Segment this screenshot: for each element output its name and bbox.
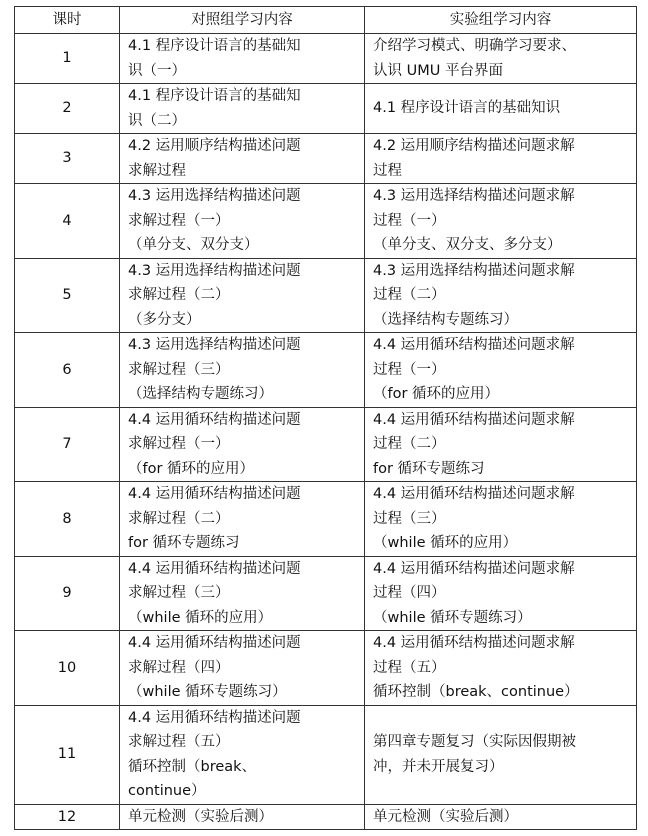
table-body xyxy=(15,34,637,830)
control-content-line: 求解过程（二） xyxy=(128,510,230,527)
experiment-content-line: 4.2 运用顺序结构描述问题求解 xyxy=(373,138,575,154)
control-content-line: 求解过程（五） xyxy=(128,734,230,750)
control-content-line: 识（一） xyxy=(128,62,186,79)
experiment-content-cell xyxy=(365,804,637,830)
table-row xyxy=(15,705,637,804)
experiment-content-line: 过程（三） xyxy=(373,510,446,527)
lesson-number: 5 xyxy=(15,258,120,333)
experiment-content-cell xyxy=(365,333,637,408)
table-row xyxy=(15,482,637,557)
experiment-content-line: 4.3 运用选择结构描述问题求解 xyxy=(373,262,575,279)
control-content-line: （单分支、双分支） xyxy=(128,237,259,253)
control-content-line: 4.2 运用顺序结构描述问题 xyxy=(128,138,301,154)
control-content-line: 求解过程（一） xyxy=(128,436,230,452)
experiment-content-line: 4.3 运用选择结构描述问题求解 xyxy=(373,188,575,204)
control-content-line: 4.4 运用循环结构描述问题 xyxy=(128,411,301,428)
experiment-content-line: 过程（一） xyxy=(373,361,446,378)
experiment-content-cell xyxy=(365,631,637,706)
experiment-content-cell xyxy=(365,556,637,631)
experiment-content-line: 4.4 运用循环结构描述问题求解 xyxy=(373,411,575,428)
curriculum-comparison-table xyxy=(14,6,637,830)
control-content-line: 4.3 运用选择结构描述问题 xyxy=(128,262,301,279)
control-content-cell xyxy=(120,258,365,333)
experiment-content-cell xyxy=(365,258,637,333)
control-content-line: 循环控制（break、 xyxy=(128,758,257,775)
control-content-line: 求解过程 xyxy=(128,162,186,179)
experiment-content-line: 过程 xyxy=(373,162,402,179)
header-lesson: 课时 xyxy=(15,7,120,34)
lesson-number: 11 xyxy=(15,705,120,804)
experiment-content-cell xyxy=(365,705,637,804)
experiment-content-line: 循环控制（break、continue） xyxy=(373,684,579,700)
lesson-number: 8 xyxy=(15,482,120,557)
experiment-content-line: 冲，并未开展复习） xyxy=(373,758,504,775)
control-content-line: 4.1 程序设计语言的基础知 xyxy=(128,38,301,54)
control-content-line: continue） xyxy=(128,783,206,799)
table-row xyxy=(15,804,637,830)
lesson-number: 10 xyxy=(15,631,120,706)
control-content-line: 4.1 程序设计语言的基础知 xyxy=(128,88,301,104)
experiment-content-cell xyxy=(365,184,637,259)
lesson-number: 1 xyxy=(15,34,120,84)
control-content-cell xyxy=(120,556,365,631)
table-row xyxy=(15,84,637,134)
header-row xyxy=(15,7,637,34)
control-content-line: 求解过程（四） xyxy=(128,659,230,676)
control-content-line: 4.4 运用循环结构描述问题 xyxy=(128,560,301,577)
table-row xyxy=(15,34,637,84)
experiment-content-cell xyxy=(365,34,637,84)
lesson-number: 4 xyxy=(15,184,120,259)
control-content-cell xyxy=(120,184,365,259)
control-content-line: for 循环专题练习 xyxy=(128,535,240,551)
control-content-line: （for 循环的应用） xyxy=(128,460,255,477)
experiment-content-line: 单元检测（实验后测） xyxy=(373,808,518,825)
experiment-content-line: for 循环专题练习 xyxy=(373,460,485,477)
experiment-content-line: 4.4 运用循环结构描述问题求解 xyxy=(373,560,575,577)
experiment-content-line: 第四章专题复习（实际因假期被 xyxy=(373,734,576,750)
experiment-content-line: 4.4 运用循环结构描述问题求解 xyxy=(373,337,575,353)
experiment-content-line: （for 循环的应用） xyxy=(373,386,500,402)
table-row xyxy=(15,333,637,408)
control-content-line: 4.4 运用循环结构描述问题 xyxy=(128,709,301,726)
control-content-line: 4.4 运用循环结构描述问题 xyxy=(128,635,301,651)
table-row xyxy=(15,184,637,259)
control-content-line: 求解过程（一） xyxy=(128,212,230,229)
experiment-content-line: 4.4 运用循环结构描述问题求解 xyxy=(373,635,575,651)
lesson-number: 6 xyxy=(15,333,120,408)
control-content-cell xyxy=(120,482,365,557)
experiment-content-line: 过程（二） xyxy=(373,287,446,303)
control-content-cell xyxy=(120,407,365,482)
control-content-cell xyxy=(120,84,365,134)
lesson-number: 2 xyxy=(15,84,120,134)
experiment-content-line: （while 循环的应用） xyxy=(373,535,518,551)
experiment-content-cell xyxy=(365,134,637,184)
table-row xyxy=(15,556,637,631)
experiment-content-line: （单分支、双分支、多分支） xyxy=(373,237,562,253)
experiment-content-cell xyxy=(365,407,637,482)
table-row xyxy=(15,407,637,482)
control-content-line: （多分支） xyxy=(128,311,201,328)
control-content-line: 求解过程（三） xyxy=(128,585,230,601)
control-content-line: 求解过程（二） xyxy=(128,287,230,303)
experiment-content-line: 4.4 运用循环结构描述问题求解 xyxy=(373,486,575,502)
header-control-group: 对照组学习内容 xyxy=(120,7,365,34)
control-content-line: 4.4 运用循环结构描述问题 xyxy=(128,486,301,502)
control-content-cell xyxy=(120,134,365,184)
experiment-content-line: （while 循环专题练习） xyxy=(373,609,532,626)
experiment-content-line: 过程（一） xyxy=(373,212,446,229)
experiment-content-line: 过程（四） xyxy=(373,585,446,601)
control-content-cell xyxy=(120,333,365,408)
control-content-line: 4.3 运用选择结构描述问题 xyxy=(128,337,301,353)
table-row xyxy=(15,631,637,706)
table-row xyxy=(15,258,637,333)
experiment-content-line: 认识 UMU 平台界面 xyxy=(373,62,503,79)
control-content-line: （while 循环专题练习） xyxy=(128,684,287,700)
table-row xyxy=(15,134,637,184)
control-content-line: 4.3 运用选择结构描述问题 xyxy=(128,188,301,204)
control-content-line: 求解过程（三） xyxy=(128,361,230,378)
experiment-content-line: 介绍学习模式、明确学习要求、 xyxy=(373,38,576,54)
lesson-number: 9 xyxy=(15,556,120,631)
experiment-content-line: 4.1 程序设计语言的基础知识 xyxy=(373,100,561,117)
experiment-content-cell xyxy=(365,84,637,134)
control-content-cell xyxy=(120,705,365,804)
control-content-line: （选择结构专题练习） xyxy=(128,386,273,402)
experiment-content-cell xyxy=(365,482,637,557)
experiment-content-line: 过程（五） xyxy=(373,659,446,676)
experiment-content-line: （选择结构专题练习） xyxy=(373,311,518,328)
lesson-number: 3 xyxy=(15,134,120,184)
lesson-number: 12 xyxy=(15,804,120,830)
experiment-content-line: 过程（二） xyxy=(373,436,446,452)
control-content-line: 单元检测（实验后测） xyxy=(128,808,273,825)
control-content-cell xyxy=(120,631,365,706)
control-content-cell xyxy=(120,34,365,84)
control-content-line: 识（二） xyxy=(128,112,186,129)
control-content-line: （while 循环的应用） xyxy=(128,609,273,626)
header-experiment-group: 实验组学习内容 xyxy=(365,7,637,34)
lesson-number: 7 xyxy=(15,407,120,482)
control-content-cell xyxy=(120,804,365,830)
